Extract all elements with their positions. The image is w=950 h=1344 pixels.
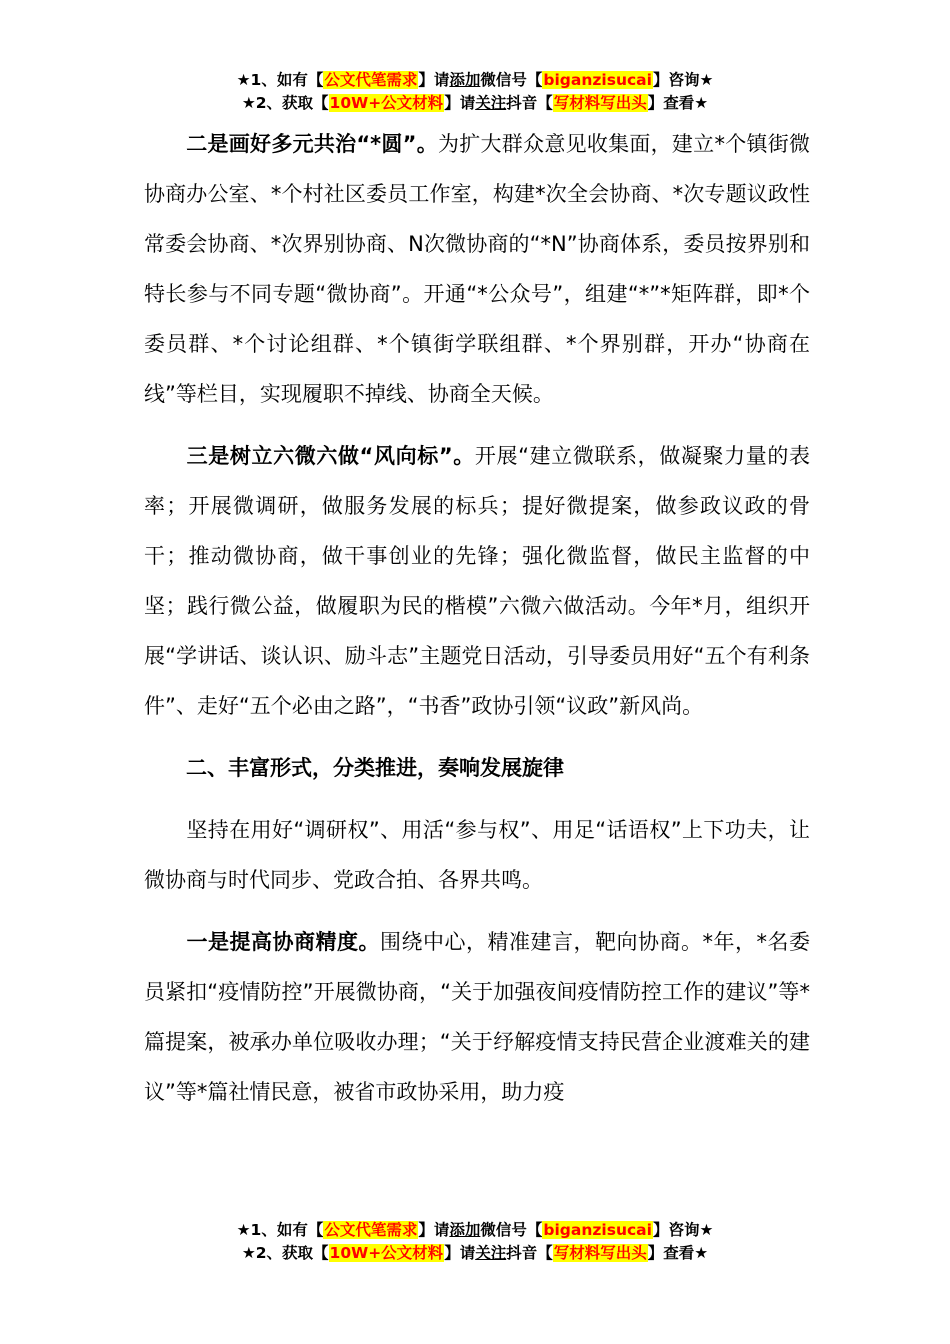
banner-text: 抖音【 <box>506 1244 553 1262</box>
section-heading <box>144 743 810 793</box>
heading-text: 二、丰富形式，分类推进，奏响发展旋律 <box>186 756 564 780</box>
banner-line-1 <box>0 1219 950 1242</box>
banner-line-2 <box>0 92 950 115</box>
banner-text: 微信号【 <box>480 71 543 89</box>
banner-text: 微信号【 <box>480 1221 543 1239</box>
paragraph-1 <box>144 119 810 419</box>
banner-highlight: biganzisucai <box>543 1221 652 1239</box>
banner-highlight: biganzisucai <box>543 71 652 89</box>
banner-text: 】咨询★ <box>652 1221 714 1239</box>
banner-text: 】咨询★ <box>652 71 714 89</box>
banner-text: ★2、获取【 <box>241 1244 329 1262</box>
paragraph-3 <box>144 805 810 905</box>
paragraph-4 <box>144 917 810 1117</box>
banner-line-2 <box>0 1242 950 1265</box>
paragraph-text: 围绕中心，精准建言，靶向协商。*年，*名委员紧扣“疫情防控”开展微协商，“关于加强夜间疫情防控工作的建议”等*篇提案，被承办单位吸收办理；“关于纾解疫情支持民营企业渡难关的建议”等*篇社情民意，被省市政协采用，助力疫 <box>144 930 810 1104</box>
banner-text: 】请 <box>444 1244 476 1262</box>
paragraph-text: 为扩大群众意见收集面，建立*个镇街微协商办公室、*个村社区委员工作室，构建*次全会协商、*次专题议政性常委会协商、*次界别协商、N次微协商的“*N”协商体系，委员按界别和特长参与不同专题“微协商”。开通“*公众号”，组建“*”*矩阵群，即*个委员群、*个讨论组群、*个镇街学联组群、*个界别群，开办“协商在线”等栏目，实现履职不掉线、协商全天候。 <box>144 132 810 406</box>
document-body <box>144 119 810 1117</box>
banner-text: ★2、获取【 <box>241 94 329 112</box>
paragraph-text: 开展“建立微联系，做凝聚力量的表率；开展微调研，做服务发展的标兵；提好微提案，做参政议政的骨干；推动微协商，做干事创业的先锋；强化微监督，做民主监督的中坚；践行微公益，做履职为民的楷模”六微六做活动。今年*月，组织开展“学讲话、谈认识、励斗志”主题党日活动，引导委员用好“五个有利条件”、走好“五个必由之路”，“书香”政协引领“议政”新风尚。 <box>144 444 810 718</box>
banner-highlight: 10W+公文材料 <box>329 94 444 112</box>
banner-highlight: 公文代笔需求 <box>324 71 418 89</box>
footer-banner <box>0 1219 950 1265</box>
paragraph-2 <box>144 431 810 731</box>
banner-line-1 <box>0 69 950 92</box>
banner-text: 抖音【 <box>506 94 553 112</box>
banner-text: 】请 <box>444 94 476 112</box>
banner-highlight: 写材料写出头 <box>553 94 647 112</box>
banner-text: 】查看★ <box>647 94 709 112</box>
header-banner <box>0 69 950 115</box>
banner-underline: 添加 <box>449 1221 481 1239</box>
banner-text: 】请 <box>418 1221 450 1239</box>
banner-underline: 关注 <box>475 94 507 112</box>
banner-highlight: 公文代笔需求 <box>324 1221 418 1239</box>
paragraph-lead: 二是画好多元共治“*圆”。 <box>186 132 439 156</box>
banner-text: 】查看★ <box>647 1244 709 1262</box>
banner-text: ★1、如有【 <box>236 1221 324 1239</box>
banner-text: 】请 <box>418 71 450 89</box>
banner-highlight: 写材料写出头 <box>553 1244 647 1262</box>
banner-highlight: 10W+公文材料 <box>329 1244 444 1262</box>
banner-text: ★1、如有【 <box>236 71 324 89</box>
paragraph-text: 坚持在用好“调研权”、用活“参与权”、用足“话语权”上下功夫，让微协商与时代同步、党政合拍、各界共鸣。 <box>144 818 810 892</box>
paragraph-lead: 一是提高协商精度。 <box>186 930 380 954</box>
banner-underline: 添加 <box>449 71 481 89</box>
paragraph-lead: 三是树立六微六做“风向标”。 <box>186 444 475 468</box>
banner-underline: 关注 <box>475 1244 507 1262</box>
